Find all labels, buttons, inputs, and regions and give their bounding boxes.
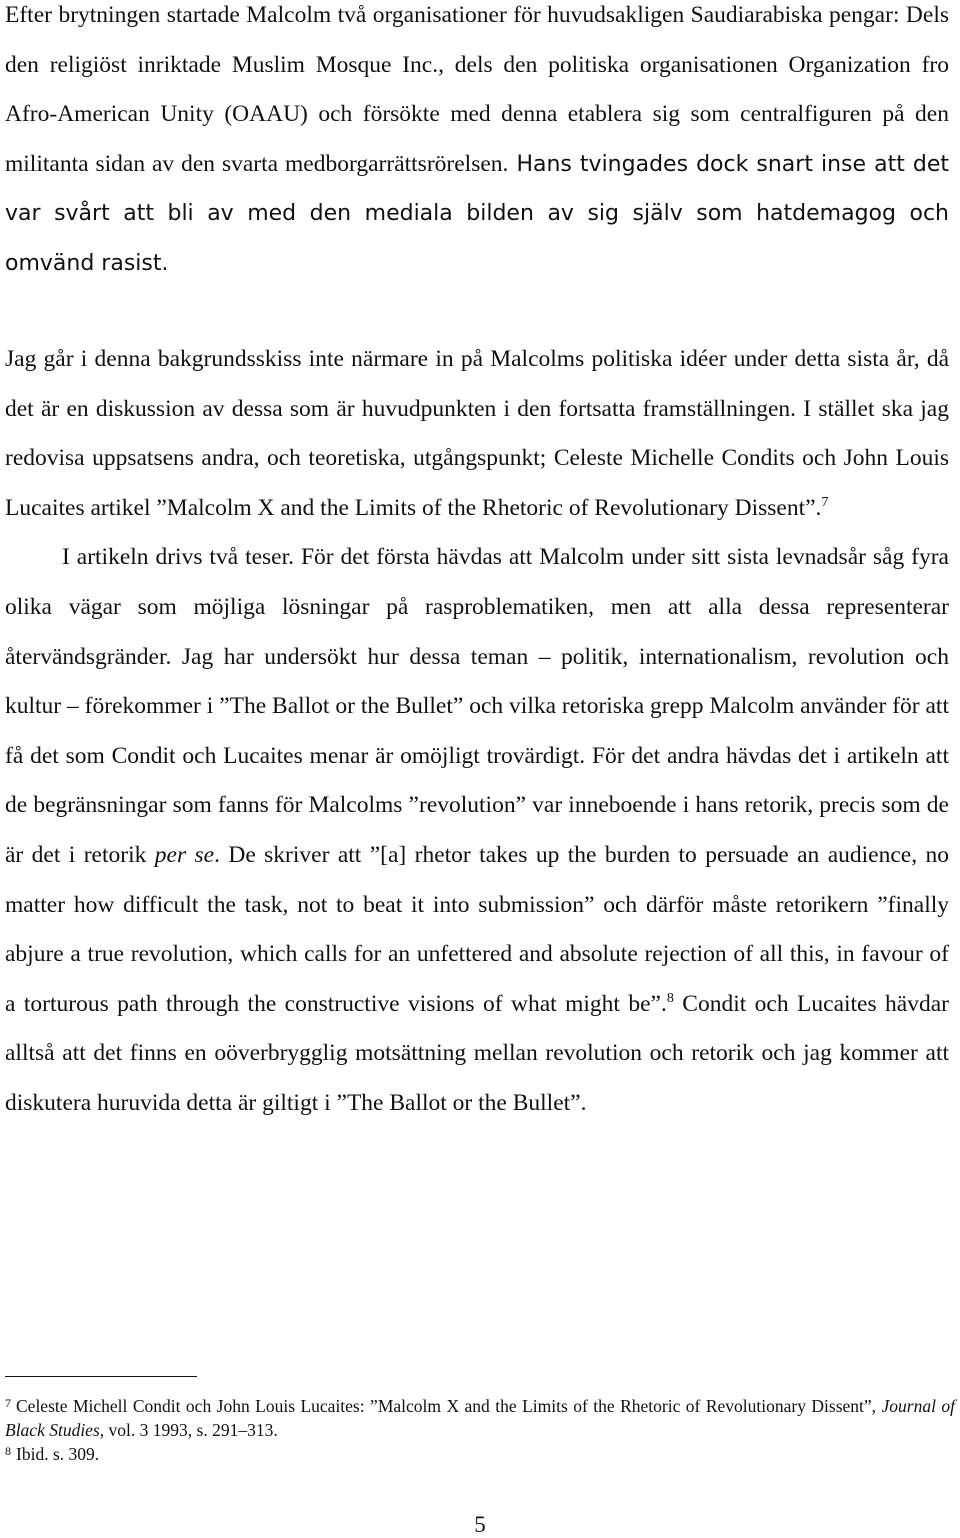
footnote-divider	[5, 1376, 197, 1377]
paragraph-2	[5, 335, 949, 533]
footnote-ref-7[interactable]: 7	[821, 494, 829, 510]
footnote-7-text-b: , vol. 3 1993, s. 291–313.	[99, 1420, 278, 1440]
paragraph-3-text-b: . De skriver att ”[a] rhetor takes up the burden to persuade an audience, no matter how difficult the task, not to beat it into submission” och därför måste retorikern ”finally abjure a true revolution, which calls for an unfettered and absolute rejection of all this, in favour of a torturous path through the constructive visions of what might be”.	[5, 841, 949, 1017]
paragraph-3	[5, 533, 949, 1128]
paragraph-1-text-a: Efter brytningen startade Malcolm två organisationer för huvudsakligen Saudiarabiska pengar: Dels den religiöst inriktade Muslim Mosque Inc., dels den politiska organisationen Organization fro Afro-American Unity (OAAU) och försökte med denna etablera sig som centralfiguren på den militanta sidan av den svarta medborgarrättsrörelsen.	[5, 2, 949, 177]
footnote-7	[5, 1394, 955, 1442]
footnotes	[5, 1394, 955, 1466]
paragraph-2-text: Jag går i denna bakgrundsskiss inte närmare in på Malcolms politiska idéer under detta sista år, då det är en diskussion av dessa som är huvudpunkten i den fortsatta framställningen. I stället ska jag redovisa uppsatsens andra, och teoretiska, utgångspunkt; Celeste Michelle Condits och John Louis Lucaites artikel ”Malcolm X and the Limits of the Rhetoric of Revolutionary Dissent”.	[5, 346, 949, 521]
main-section	[5, 335, 949, 1129]
paragraph-1-text-b: Hans tvingades dock snart inse att det var svårt att bli av med den mediala bilden av sig själv som hatdemagog och omvänd rasist.	[5, 151, 950, 276]
footnote-7-text-a: Celeste Michell Condit och John Louis Lucaites: ”Malcolm X and the Limits of the Rhetoric of Revolutionary Dissent”,	[16, 1396, 882, 1416]
footnote-8-number: 8	[5, 1444, 11, 1458]
footnote-8-text: Ibid. s. 309.	[16, 1444, 100, 1464]
footnote-ref-8[interactable]: 8	[666, 990, 674, 1006]
paragraph-3-text-c: Condit och Lucaites hävdar alltså att det finns en oöverbrygglig motsättning mellan revolution och retorik och jag kommer att diskutera huruvida detta är giltigt i ”The Ballot or the Bullet”.	[5, 990, 949, 1116]
footnote-7-number: 7	[5, 1396, 11, 1410]
paragraph-1	[5, 0, 949, 289]
paragraph-3-italic: per se	[154, 841, 215, 868]
page-number: 5	[474, 1512, 486, 1537]
footnote-7-journal: Journal of Black Studies	[5, 1396, 956, 1440]
footnote-8	[5, 1442, 955, 1466]
paragraph-3-text-a: I artikeln drivs två teser. För det första hävdas att Malcolm under sitt sista levnadsår såg fyra olika vägar som möjliga lösningar på rasproblematiken, men att alla dessa representerar återvändsgränder. Jag har undersökt hur dessa teman – politik, internationalism, revolution och kultur – förekommer i ”The Ballot or the Bullet” och vilka retoriska grepp Malcolm använder för att få det som Condit och Lucaites menar är omöjligt trovärdigt. För det andra hävdas det i artikeln att de begränsningar som fanns för Malcolms ”revolution” var inneboende i hans retorik, precis som de är det i retorik	[5, 544, 949, 868]
